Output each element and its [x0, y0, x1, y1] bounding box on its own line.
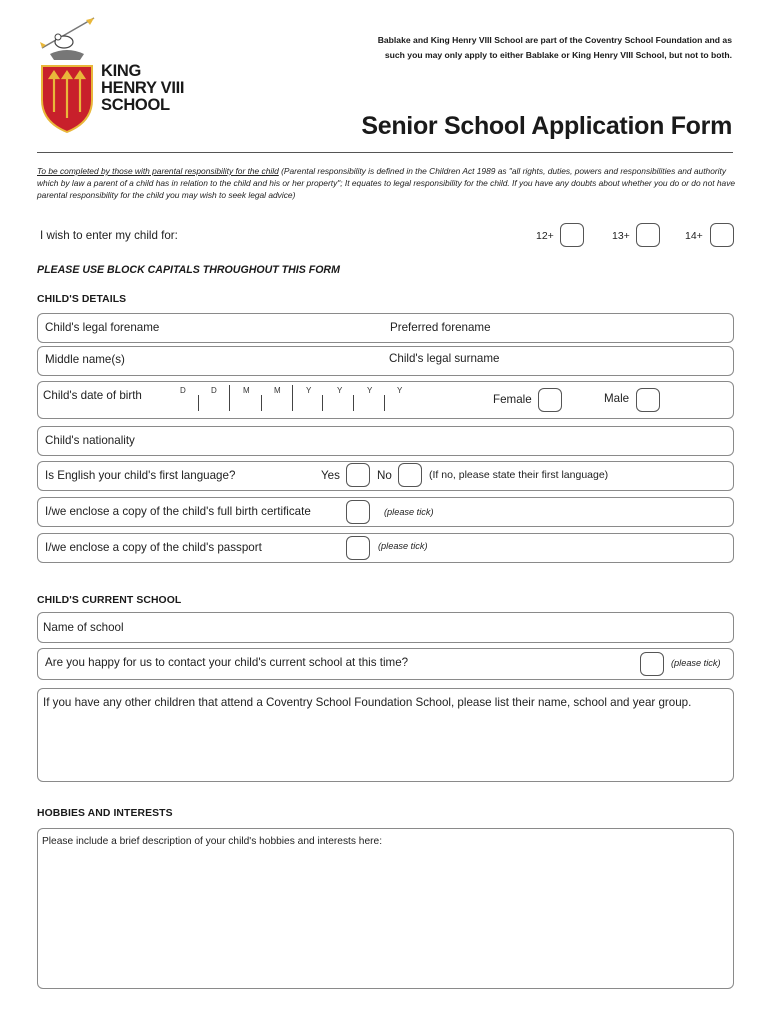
- school-name-field[interactable]: [37, 612, 734, 643]
- school-crest-logo: [36, 14, 98, 134]
- female-label: Female: [493, 393, 532, 406]
- option-12-label: 12+: [536, 230, 554, 242]
- dob-separator: [353, 395, 354, 411]
- entry-label: I wish to enter my child for:: [40, 229, 178, 242]
- birth-certificate-checkbox[interactable]: [346, 500, 370, 524]
- dob-separator: [229, 385, 230, 411]
- dob-label: Child's date of birth: [43, 389, 142, 402]
- dob-separator: [198, 395, 199, 411]
- dob-letter: M: [274, 386, 281, 395]
- passport-checkbox[interactable]: [346, 536, 370, 560]
- hobbies-heading: HOBBIES AND INTERESTS: [37, 808, 173, 819]
- contact-school-checkbox[interactable]: [640, 652, 664, 676]
- option-14-checkbox[interactable]: [710, 223, 734, 247]
- english-question-label: Is English your child's first language?: [45, 469, 236, 482]
- dob-letter: Y: [337, 386, 343, 395]
- title-divider: [37, 152, 733, 153]
- dob-letter: Y: [367, 386, 373, 395]
- parental-responsibility-intro: To be completed by those with parental responsibility for the child (Parental responsibility is defined in the Children Act 1989 as "all rights, duties, powers and responsibilities and authority which by law a parent of a child has in relation to the child and his or her property"; It equates to legal responsibility for the child. If you have any doubts about whether you do or do not have parental responsibility for the child you may wish to seek legal advice): [37, 166, 736, 200]
- current-school-heading: CHILD'S CURRENT SCHOOL: [37, 595, 182, 606]
- dob-letter: Y: [397, 386, 403, 395]
- dob-separator: [384, 395, 385, 411]
- school-name: KING HENRY VIII SCHOOL: [101, 62, 185, 114]
- nationality-field[interactable]: [37, 426, 734, 456]
- option-13-label: 13+: [612, 230, 630, 242]
- dob-separator: [261, 395, 262, 411]
- dob-letter: D: [180, 386, 186, 395]
- legal-surname-label: Child's legal surname: [389, 352, 500, 365]
- middle-names-label: Middle name(s): [45, 353, 125, 366]
- option-13-checkbox[interactable]: [636, 223, 660, 247]
- legal-forename-label: Child's legal forename: [45, 321, 160, 334]
- contact-question-label: Are you happy for us to contact your child's current school at this time?: [45, 656, 409, 669]
- school-name-label: Name of school: [43, 621, 124, 634]
- if-no-note: (If no, please state their first language): [429, 469, 609, 481]
- yes-label: Yes: [321, 469, 340, 482]
- nationality-label: Child's nationality: [45, 434, 135, 447]
- hobbies-textarea[interactable]: [37, 828, 734, 989]
- foundation-notice: Bablake and King Henry VIII School are part of the Coventry School Foundation and as such you may only apply to either Bablake or King Henry VIII School, but not to both.: [377, 35, 732, 60]
- siblings-prompt: If you have any other children that attend a Coventry School Foundation School, please list their name, school and year group.: [43, 696, 692, 709]
- female-checkbox[interactable]: [538, 388, 562, 412]
- hobbies-prompt: Please include a brief description of your child's hobbies and interests here:: [42, 836, 383, 847]
- block-capitals-instruction: PLEASE USE BLOCK CAPITALS THROUGHOUT THIS FORM: [37, 264, 340, 276]
- dob-letter: M: [243, 386, 250, 395]
- middle-surname-field-row[interactable]: [37, 346, 734, 376]
- passport-label: I/we enclose a copy of the child's passport: [45, 541, 262, 554]
- dob-separator: [292, 385, 293, 411]
- option-12-checkbox[interactable]: [560, 223, 584, 247]
- please-tick-note: (please tick): [378, 541, 428, 551]
- preferred-forename-label: Preferred forename: [390, 321, 491, 334]
- please-tick-note: (please tick): [384, 507, 434, 517]
- option-14-label: 14+: [685, 230, 703, 242]
- male-checkbox[interactable]: [636, 388, 660, 412]
- dob-letter: D: [211, 386, 217, 395]
- page-title: Senior School Application Form: [361, 112, 732, 140]
- no-label: No: [377, 469, 392, 482]
- dob-separator: [322, 395, 323, 411]
- yes-checkbox[interactable]: [346, 463, 370, 487]
- dob-letter: Y: [306, 386, 312, 395]
- childs-details-heading: CHILD'S DETAILS: [37, 294, 127, 305]
- no-checkbox[interactable]: [398, 463, 422, 487]
- birth-certificate-label: I/we enclose a copy of the child's full birth certificate: [45, 505, 311, 518]
- male-label: Male: [604, 392, 630, 405]
- please-tick-note: (please tick): [671, 658, 721, 668]
